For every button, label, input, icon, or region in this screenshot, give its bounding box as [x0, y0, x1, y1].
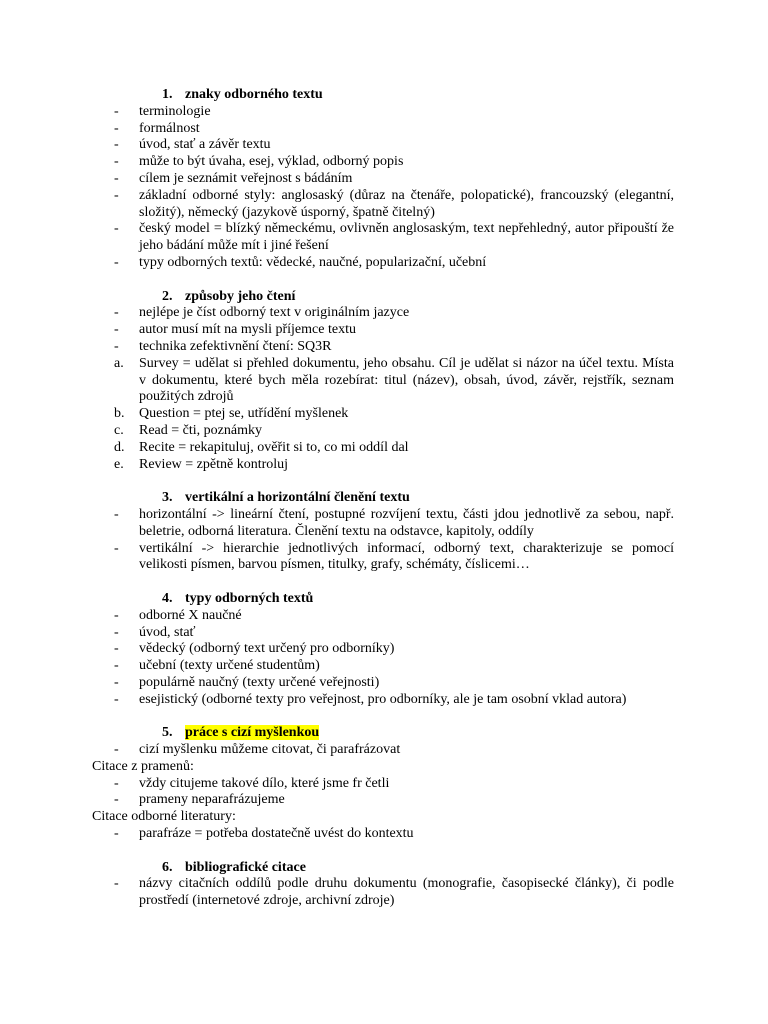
section-heading	[162, 860, 674, 877]
list-item	[92, 792, 674, 809]
list-marker: -	[114, 338, 119, 354]
list-item-text: učební (texty určené studentům)	[139, 658, 320, 674]
list-marker: -	[114, 742, 119, 758]
list-item-text: cílem je seznámit veřejnost s bádáním	[139, 170, 353, 186]
list-item	[92, 322, 674, 339]
section-title: vertikální a horizontální členění textu	[185, 490, 410, 506]
section-heading	[162, 289, 674, 306]
list-item-text: technika zefektivnění čtení: SQ3R	[139, 338, 332, 354]
list-item	[92, 541, 674, 575]
list-marker: -	[114, 674, 119, 690]
section-title: znaky odborného textu	[185, 87, 323, 102]
list-item-text: český model = blízký německému, ovlivněn anglosaským, text nepřehledný, autor připouští že jeho bádání může mít i jiné řešení	[139, 221, 674, 254]
list-marker: -	[114, 876, 119, 892]
list-item	[92, 826, 674, 843]
list-item	[92, 641, 674, 658]
list-item-text: názvy citačních oddílů podle druhu dokumentu (monografie, časopisecké články), či podle prostředí (internetové zdroje, archivní zdroje)	[139, 876, 674, 909]
list-item	[92, 608, 674, 625]
section-gap	[92, 843, 674, 860]
list-marker: d.	[114, 439, 125, 455]
list-item-text: prameny neparafrázujeme	[139, 792, 285, 808]
section-title: typy odborných textů	[185, 590, 314, 606]
list-item-text: typy odborných textů: vědecké, naučné, popularizační, učební	[139, 254, 487, 270]
section-gap	[92, 272, 674, 289]
list-item-text: odborné X naučné	[139, 607, 242, 623]
list-marker: -	[114, 826, 119, 842]
list-item-text: Review = zpětně kontroluj	[139, 456, 289, 472]
list-marker: -	[114, 120, 119, 136]
list-marker: -	[114, 540, 119, 556]
list-item	[92, 423, 674, 440]
list-marker: -	[114, 305, 119, 321]
list-item-text: parafráze = potřeba dostatečně uvést do kontextu	[139, 826, 414, 842]
list-item	[92, 457, 674, 474]
list-item	[92, 221, 674, 255]
section-number: 5.	[162, 725, 173, 741]
list-item-text: Question = ptej se, utřídění myšlenek	[139, 406, 349, 422]
section-number: 3.	[162, 490, 173, 506]
list-marker: -	[114, 658, 119, 674]
list-item-text: autor musí mít na mysli příjemce textu	[139, 322, 356, 338]
section-title: bibliografické citace	[185, 859, 306, 875]
section-number: 6.	[162, 859, 173, 875]
list-item	[92, 171, 674, 188]
list-marker: -	[114, 792, 119, 808]
list-marker: -	[114, 641, 119, 657]
list-marker: -	[114, 103, 119, 119]
list-marker: -	[114, 322, 119, 338]
section-heading	[162, 490, 674, 507]
list-marker: -	[114, 607, 119, 623]
list-item	[92, 406, 674, 423]
list-item-text: Read = čti, poznámky	[139, 422, 262, 438]
list-item	[92, 255, 674, 272]
list-item-text: Survey = udělat si přehled dokumentu, jeho obsahu. Cíl je udělat si názor na účel textu. Místa v dokumentu, které bych měla rozebírat: titul (název), obsah, úvod, závěr, rejstřík, seznam použitých zdrojů	[139, 355, 674, 405]
list-item-text: horizontální -> lineární čtení, postupné rozvíjení textu, části jdou jednotlivě za sebou, např. beletrie, odborná literatura. Členění textu na odstavce, kapitoly, oddíly	[139, 506, 674, 539]
list-item	[92, 188, 674, 222]
list-item-text: Recite = rekapituluj, ověřit si to, co mi oddíl dal	[139, 439, 409, 455]
section-heading	[162, 725, 674, 742]
list-marker: -	[114, 187, 119, 203]
list-marker: -	[114, 506, 119, 522]
list-item	[92, 154, 674, 171]
section-heading	[162, 591, 674, 608]
list-item	[92, 776, 674, 793]
list-item-text: esejistický (odborné texty pro veřejnost, pro odborníky, ale je tam osobní vklad autora)	[139, 691, 627, 707]
section-title: způsoby jeho čtení	[185, 288, 296, 304]
list-item	[92, 356, 674, 406]
list-item	[92, 121, 674, 138]
list-marker: -	[114, 170, 119, 186]
list-item	[92, 507, 674, 541]
list-item-text: vědecký (odborný text určený pro odborníky)	[139, 641, 395, 657]
list-item-text: úvod, stať	[139, 624, 196, 640]
list-item-text: vertikální -> hierarchie jednotlivých informací, odborný text, charakterizuje se pomocí velikosti písmen, barvou písmen, titulky, grafy, schémáty, číslicemi…	[139, 540, 674, 573]
list-item-text: základní odborné styly: anglosaský (důraz na čtenáře, polopatické), francouzský (elegantní, složitý), německý (jazykově úsporný, špatně čitelný)	[139, 187, 674, 220]
list-marker: b.	[114, 406, 125, 422]
list-marker: -	[114, 254, 119, 270]
list-item-text: formálnost	[139, 120, 200, 136]
list-item-text: populárně naučný (texty určené veřejnosti)	[139, 674, 380, 690]
list-item	[92, 742, 674, 759]
list-item-text: může to být úvaha, esej, výklad, odborný popis	[139, 154, 404, 170]
section-heading	[162, 87, 674, 104]
list-item	[92, 440, 674, 457]
section-gap	[92, 574, 674, 591]
list-item	[92, 104, 674, 121]
section-number: 2.	[162, 288, 173, 304]
list-item-text: terminologie	[139, 103, 211, 119]
list-item	[92, 625, 674, 642]
list-item-text: cizí myšlenku můžeme citovat, či parafrázovat	[139, 742, 401, 758]
list-marker: -	[114, 221, 119, 237]
list-item-text: úvod, stať a závěr textu	[139, 137, 271, 153]
list-item	[92, 876, 674, 910]
list-item	[92, 339, 674, 356]
list-item	[92, 658, 674, 675]
list-item-text: vždy citujeme takové dílo, které jsme fr četli	[139, 775, 390, 791]
list-marker: -	[114, 624, 119, 640]
list-item	[92, 675, 674, 692]
section-number: 1.	[162, 87, 173, 102]
list-item	[92, 692, 674, 709]
list-marker: c.	[114, 422, 124, 438]
section-gap	[92, 473, 674, 490]
list-marker: e.	[114, 456, 124, 472]
subheading: Citace odborné literatury:	[92, 809, 236, 825]
document-body	[92, 87, 674, 910]
section-title: práce s cizí myšlenkou	[185, 725, 320, 741]
list-item-text: nejlépe je číst odborný text v originálním jazyce	[139, 305, 410, 321]
list-item	[92, 305, 674, 322]
list-item	[92, 137, 674, 154]
list-marker: -	[114, 775, 119, 791]
list-marker: -	[114, 154, 119, 170]
list-marker: -	[114, 691, 119, 707]
section-gap	[92, 708, 674, 725]
section-number: 4.	[162, 590, 173, 606]
list-marker: -	[114, 137, 119, 153]
list-marker: a.	[114, 355, 124, 371]
subheading: Citace z pramenů:	[92, 758, 194, 774]
